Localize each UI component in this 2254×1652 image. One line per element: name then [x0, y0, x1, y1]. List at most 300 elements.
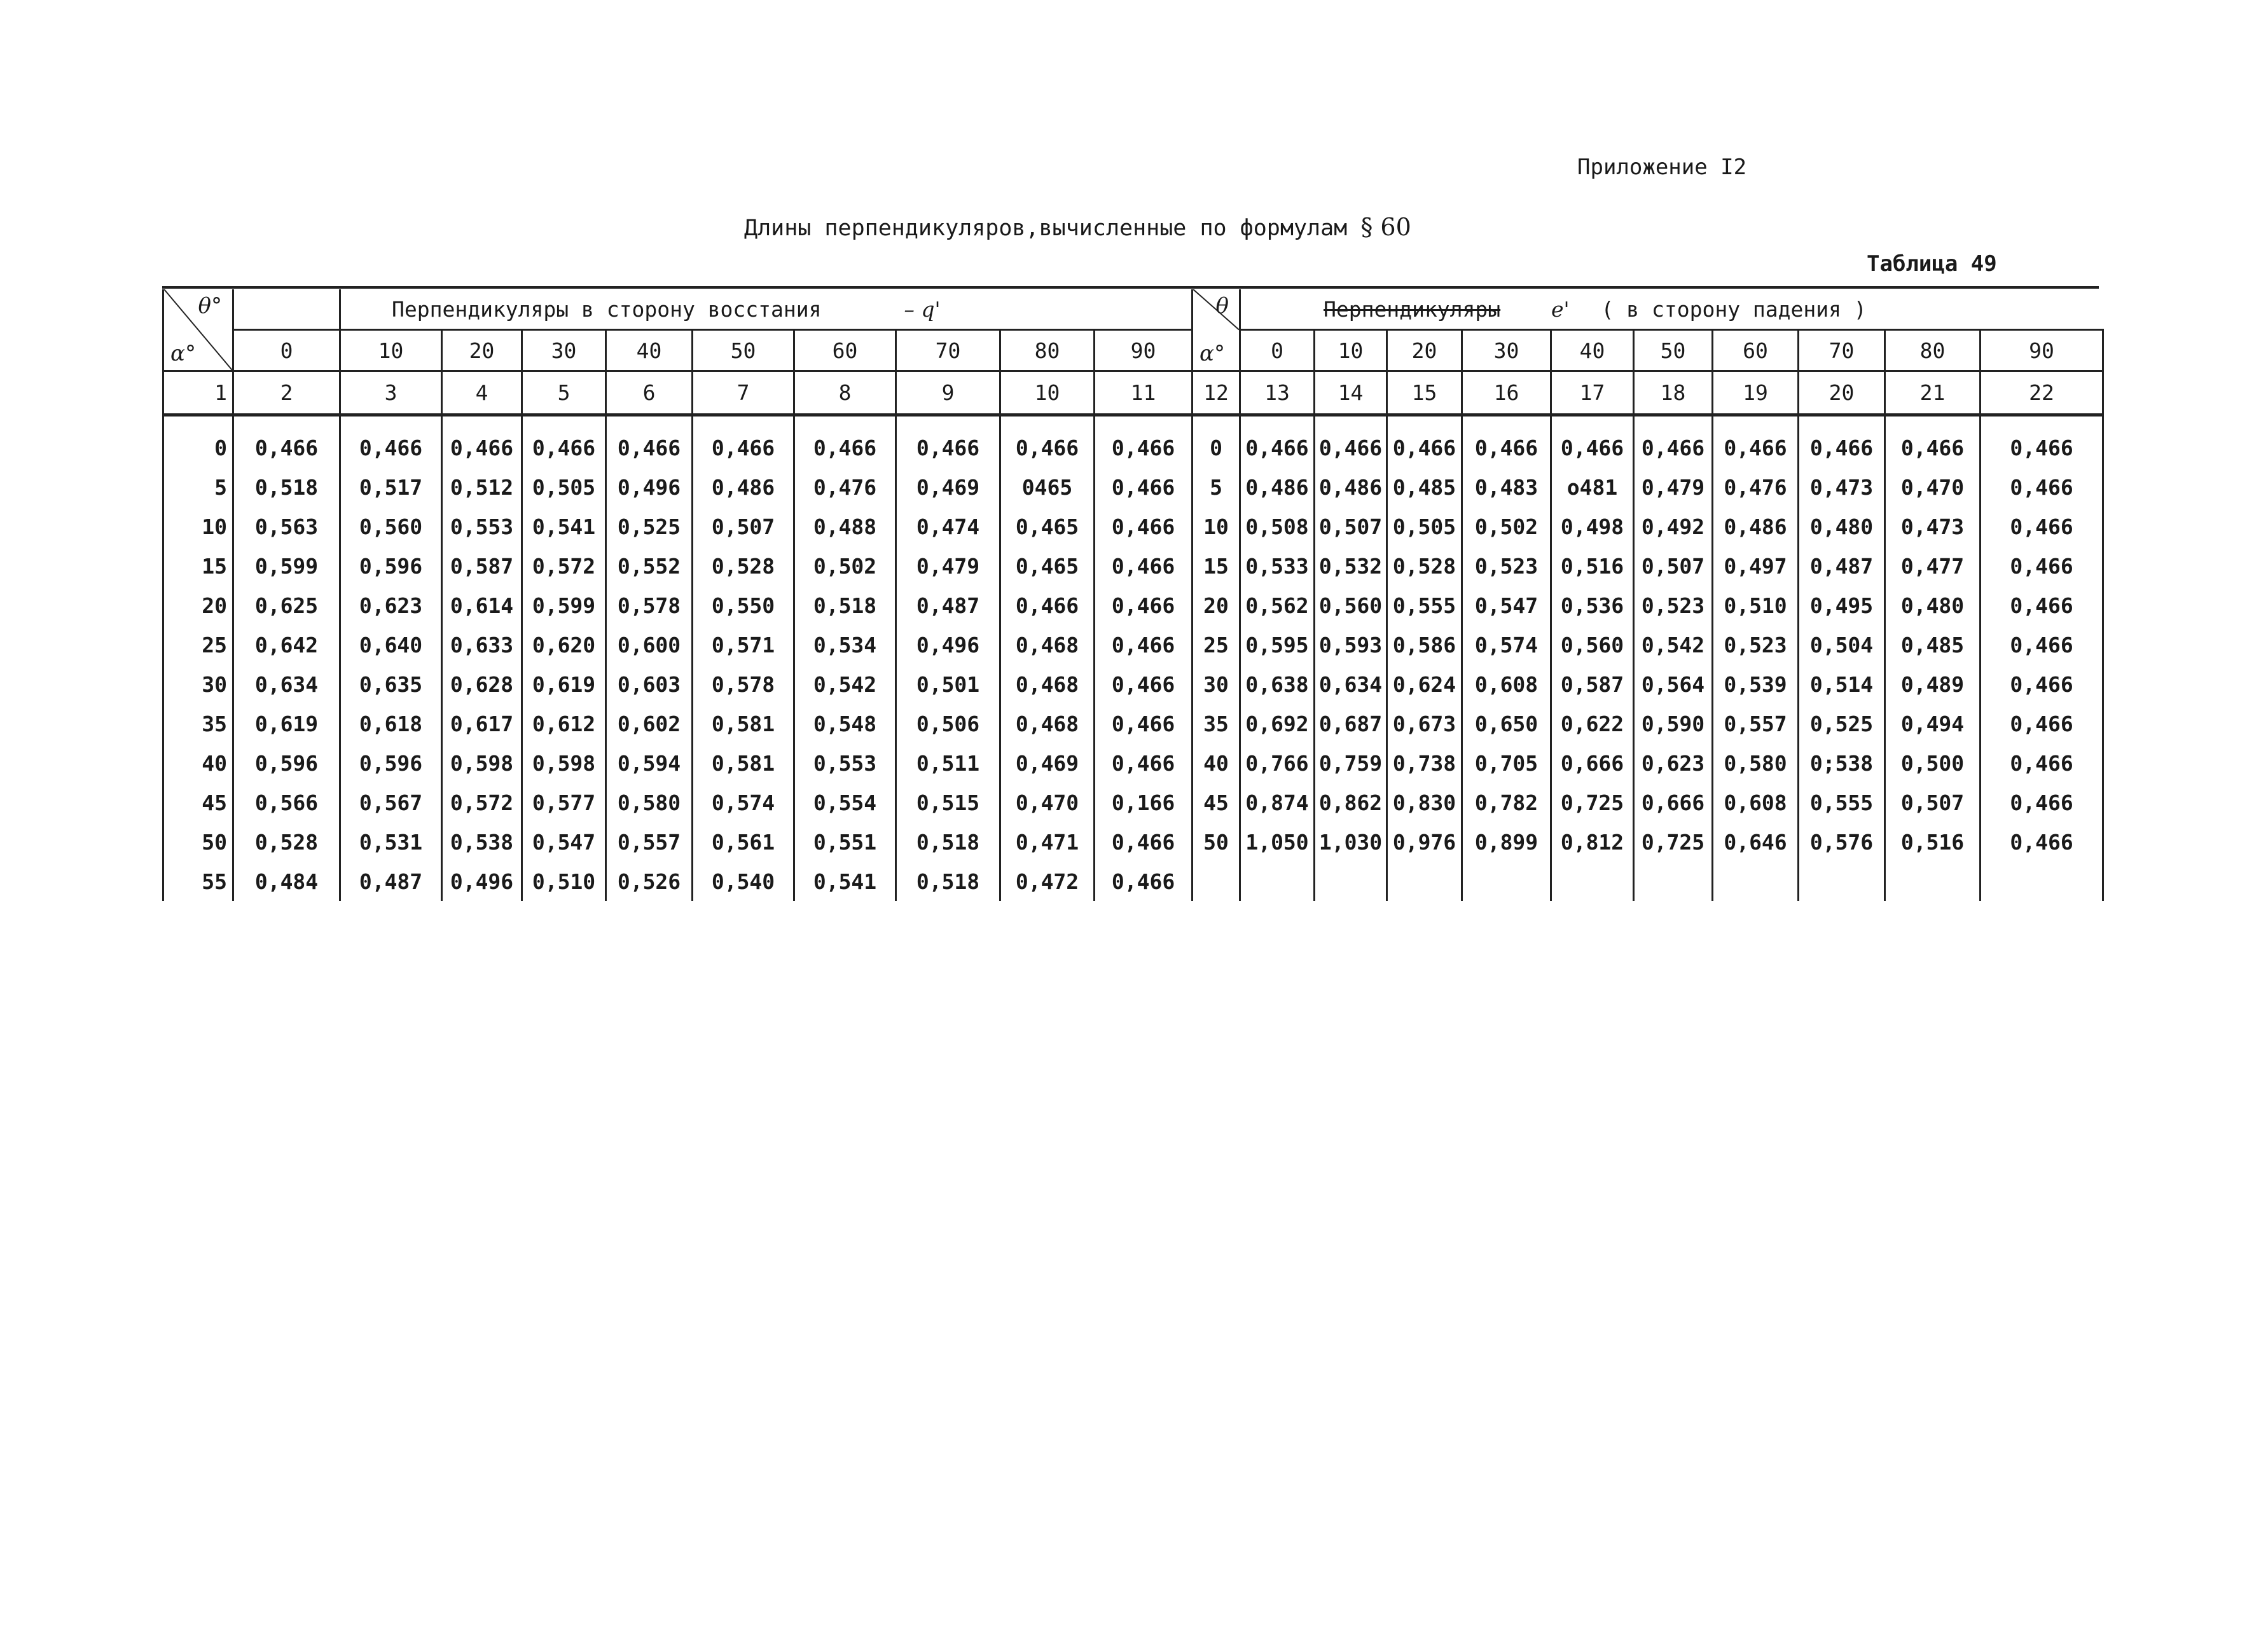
- right-value-cell: 0,673: [1387, 704, 1462, 743]
- left-value-cell: 0,469: [1000, 743, 1095, 783]
- left-value-cell: 0,488: [794, 507, 896, 546]
- left-value-cell: 0,596: [340, 546, 442, 586]
- table-row: [1193, 586, 2103, 625]
- right-column-number-row: [1193, 371, 2103, 415]
- left-value-cell: 0,596: [233, 743, 340, 783]
- right-theta-header: 30: [1462, 330, 1551, 371]
- table-row: [1193, 664, 2103, 704]
- right-value-cell: 0,466: [1981, 625, 2103, 664]
- left-value-cell: 0,501: [896, 664, 1000, 704]
- left-value-cell: 0,470: [1000, 783, 1095, 822]
- right-alpha-cell: 30: [1193, 664, 1240, 704]
- right-value-cell: 0,555: [1799, 783, 1885, 822]
- right-value-cell: 0,507: [1315, 507, 1387, 546]
- left-value-cell: 0,542: [794, 664, 896, 704]
- left-value-cell: 0,515: [896, 783, 1000, 822]
- right-value-cell: 0,466: [1981, 743, 2103, 783]
- left-value-cell: 0,561: [693, 822, 794, 862]
- table-row: [1193, 625, 2103, 664]
- right-value-cell: 0,593: [1315, 625, 1387, 664]
- left-value-cell: 0,625: [233, 586, 340, 625]
- right-alpha-cell: 5: [1193, 467, 1240, 507]
- right-table-body: [1193, 415, 2103, 902]
- right-column-number: 12: [1193, 371, 1240, 415]
- left-alpha-cell: 20: [163, 586, 233, 625]
- left-value-cell: 0,581: [693, 704, 794, 743]
- right-value-cell: 0,466: [1981, 415, 2103, 468]
- left-column-number: 11: [1095, 371, 1193, 415]
- right-value-cell: 0,666: [1551, 743, 1634, 783]
- left-value-cell: 0,603: [606, 664, 693, 704]
- right-value-cell: 0,466: [1981, 467, 2103, 507]
- left-value-cell: 0,466: [1095, 507, 1193, 546]
- right-column-number: 15: [1387, 371, 1462, 415]
- left-alpha-cell: 15: [163, 546, 233, 586]
- right-theta-header: 10: [1315, 330, 1387, 371]
- right-value-cell: 0,476: [1713, 467, 1799, 507]
- left-blank-header: [233, 289, 340, 330]
- left-value-cell: 0,623: [340, 586, 442, 625]
- left-value-cell: 0,600: [606, 625, 693, 664]
- right-value-cell: 0,812: [1551, 822, 1634, 862]
- left-alpha-cell: 40: [163, 743, 233, 783]
- right-value-cell: 0,486: [1713, 507, 1799, 546]
- table-row: [1193, 415, 2103, 468]
- right-value-cell: [1387, 862, 1462, 901]
- left-column-number: 6: [606, 371, 693, 415]
- left-value-cell: 0,469: [896, 467, 1000, 507]
- left-column-number: 10: [1000, 371, 1095, 415]
- right-value-cell: 0,650: [1462, 704, 1551, 743]
- right-value-cell: 0,725: [1634, 822, 1713, 862]
- left-group-unit: – q': [904, 296, 941, 322]
- left-value-cell: 0,468: [1000, 704, 1095, 743]
- left-column-number: 1: [163, 371, 233, 415]
- left-value-cell: 0,618: [340, 704, 442, 743]
- left-value-cell: 0,507: [693, 507, 794, 546]
- right-value-cell: 0,557: [1713, 704, 1799, 743]
- left-value-cell: 0,553: [794, 743, 896, 783]
- right-value-cell: 0,646: [1713, 822, 1799, 862]
- left-value-cell: 0,166: [1095, 783, 1193, 822]
- right-group-label: Перпендикуляры: [1324, 296, 1501, 322]
- right-table: [1191, 289, 2104, 901]
- left-value-cell: 0,466: [1095, 862, 1193, 901]
- left-theta-symbol: θ°: [198, 293, 222, 319]
- right-value-cell: 0,623: [1634, 743, 1713, 783]
- left-value-cell: 0,594: [606, 743, 693, 783]
- right-alpha-symbol: α°: [1200, 341, 1225, 366]
- right-theta-row: [1193, 330, 2103, 371]
- page-title: [744, 213, 1411, 241]
- left-value-cell: 0,540: [693, 862, 794, 901]
- right-value-cell: 0,586: [1387, 625, 1462, 664]
- left-table: [162, 289, 1193, 901]
- right-value-cell: 0,587: [1551, 664, 1634, 704]
- left-value-cell: 0,465: [1000, 546, 1095, 586]
- right-value-cell: 0,533: [1240, 546, 1315, 586]
- left-value-cell: 0,496: [442, 862, 522, 901]
- right-column-number: 14: [1315, 371, 1387, 415]
- right-value-cell: [1462, 862, 1551, 901]
- left-value-cell: 0,548: [794, 704, 896, 743]
- right-value-cell: 0,466: [1981, 783, 2103, 822]
- left-value-cell: 0,538: [442, 822, 522, 862]
- table-row: [1193, 743, 2103, 783]
- right-value-cell: 0,976: [1387, 822, 1462, 862]
- right-value-cell: 0,470: [1885, 467, 1981, 507]
- left-column-number: 2: [233, 371, 340, 415]
- right-value-cell: 0,497: [1713, 546, 1799, 586]
- left-value-cell: 0,466: [1095, 546, 1193, 586]
- left-value-cell: 0,578: [606, 586, 693, 625]
- right-value-cell: 0,466: [1713, 415, 1799, 468]
- right-value-cell: 0,479: [1634, 467, 1713, 507]
- right-value-cell: 0,523: [1713, 625, 1799, 664]
- right-value-cell: 0,528: [1387, 546, 1462, 586]
- left-alpha-symbol: α°: [170, 341, 196, 366]
- table-row: [163, 546, 1193, 586]
- table-row: [1193, 862, 2103, 901]
- left-value-cell: 0,466: [1000, 586, 1095, 625]
- right-column-number: 13: [1240, 371, 1315, 415]
- left-alpha-cell: 25: [163, 625, 233, 664]
- left-value-cell: 0,563: [233, 507, 340, 546]
- left-value-cell: 0,581: [693, 743, 794, 783]
- left-value-cell: 0,599: [233, 546, 340, 586]
- right-value-cell: 0,502: [1462, 507, 1551, 546]
- left-value-cell: 0,466: [1095, 822, 1193, 862]
- left-value-cell: 0,518: [896, 822, 1000, 862]
- left-value-cell: 0,466: [1095, 743, 1193, 783]
- table-row: [163, 586, 1193, 625]
- right-value-cell: 0,622: [1551, 704, 1634, 743]
- left-value-cell: 0,466: [1095, 704, 1193, 743]
- right-column-number: 21: [1885, 371, 1981, 415]
- right-value-cell: 0,634: [1315, 664, 1387, 704]
- right-corner-header: [1193, 289, 1240, 371]
- right-theta-header: 20: [1387, 330, 1462, 371]
- left-value-cell: 0,466: [233, 415, 340, 468]
- left-value-cell: 0,471: [1000, 822, 1095, 862]
- left-group-header: [340, 289, 1193, 330]
- right-value-cell: 0,486: [1240, 467, 1315, 507]
- left-value-cell: 0,598: [442, 743, 522, 783]
- left-value-cell: 0,518: [896, 862, 1000, 901]
- left-value-cell: 0,466: [442, 415, 522, 468]
- right-alpha-cell: 25: [1193, 625, 1240, 664]
- left-value-cell: 0,619: [233, 704, 340, 743]
- left-value-cell: 0,468: [1000, 625, 1095, 664]
- right-value-cell: 0,505: [1387, 507, 1462, 546]
- right-theta-header: 40: [1551, 330, 1634, 371]
- left-value-cell: 0,479: [896, 546, 1000, 586]
- left-table-body: [163, 415, 1193, 902]
- left-value-cell: 0,550: [693, 586, 794, 625]
- left-value-cell: 0,534: [794, 625, 896, 664]
- left-theta-header: 40: [606, 330, 693, 371]
- left-alpha-cell: 5: [163, 467, 233, 507]
- left-alpha-cell: 0: [163, 415, 233, 468]
- right-value-cell: 0,466: [1981, 507, 2103, 546]
- left-value-cell: 0,525: [606, 507, 693, 546]
- right-value-cell: [1315, 862, 1387, 901]
- right-value-cell: 0,560: [1315, 586, 1387, 625]
- left-value-cell: 0,518: [794, 586, 896, 625]
- left-value-cell: 0,487: [896, 586, 1000, 625]
- right-value-cell: 0,766: [1240, 743, 1315, 783]
- right-value-cell: 0,466: [1981, 822, 2103, 862]
- right-value-cell: 0;538: [1799, 743, 1885, 783]
- right-alpha-cell: 35: [1193, 704, 1240, 743]
- right-value-cell: 0,486: [1315, 467, 1387, 507]
- table-row: [1193, 467, 2103, 507]
- right-value-cell: 0,580: [1713, 743, 1799, 783]
- right-value-cell: 0,466: [1240, 415, 1315, 468]
- table-top-rule: [162, 286, 2099, 289]
- left-value-cell: 0,466: [340, 415, 442, 468]
- right-value-cell: 0,705: [1462, 743, 1551, 783]
- right-group-header: [1240, 289, 2103, 330]
- right-value-cell: 0,466: [1981, 586, 2103, 625]
- right-value-cell: 0,473: [1885, 507, 1981, 546]
- left-value-cell: 0,552: [606, 546, 693, 586]
- section-ref: § 60: [1360, 213, 1411, 241]
- left-value-cell: 0,577: [522, 783, 606, 822]
- right-value-cell: [1885, 862, 1981, 901]
- right-value-cell: 0,466: [1315, 415, 1387, 468]
- left-alpha-cell: 55: [163, 862, 233, 901]
- left-value-cell: 0,465: [1000, 507, 1095, 546]
- left-corner-header: [163, 289, 233, 371]
- left-value-cell: 0,486: [693, 467, 794, 507]
- left-value-cell: 0,640: [340, 625, 442, 664]
- left-value-cell: 0,551: [794, 822, 896, 862]
- left-theta-header: 70: [896, 330, 1000, 371]
- table-row: [163, 822, 1193, 862]
- table-row: [163, 507, 1193, 546]
- left-value-cell: 0,554: [794, 783, 896, 822]
- left-value-cell: 0,602: [606, 704, 693, 743]
- left-theta-header: 60: [794, 330, 896, 371]
- right-value-cell: 0,759: [1315, 743, 1387, 783]
- right-value-cell: 0,542: [1634, 625, 1713, 664]
- left-value-cell: 0,510: [522, 862, 606, 901]
- right-value-cell: 0,507: [1885, 783, 1981, 822]
- left-theta-header: 0: [233, 330, 340, 371]
- right-value-cell: 0,532: [1315, 546, 1387, 586]
- right-value-cell: 0,485: [1387, 467, 1462, 507]
- right-value-cell: o481: [1551, 467, 1634, 507]
- left-value-cell: 0,466: [896, 415, 1000, 468]
- right-value-cell: 0,725: [1551, 783, 1634, 822]
- left-value-cell: 0,466: [1095, 625, 1193, 664]
- right-value-cell: 0,574: [1462, 625, 1551, 664]
- right-value-cell: 0,487: [1799, 546, 1885, 586]
- left-value-cell: 0,517: [340, 467, 442, 507]
- left-value-cell: 0,553: [442, 507, 522, 546]
- right-theta-header: 0: [1240, 330, 1315, 371]
- left-value-cell: 0,518: [233, 467, 340, 507]
- left-value-cell: 0,502: [794, 546, 896, 586]
- right-value-cell: 0,608: [1713, 783, 1799, 822]
- table-row: [1193, 783, 2103, 822]
- left-value-cell: 0,547: [522, 822, 606, 862]
- right-alpha-cell: 15: [1193, 546, 1240, 586]
- left-value-cell: 0,599: [522, 586, 606, 625]
- title-text: Длины перпендикуляров,вычисленные по формулам: [744, 216, 1348, 241]
- right-alpha-cell: 20: [1193, 586, 1240, 625]
- left-value-cell: 0,466: [522, 415, 606, 468]
- left-value-cell: 0,468: [1000, 664, 1095, 704]
- table-row: [163, 862, 1193, 901]
- left-value-cell: 0,580: [606, 783, 693, 822]
- right-group-suffix: ( в сторону падения ): [1601, 296, 1867, 322]
- left-alpha-cell: 35: [163, 704, 233, 743]
- left-value-cell: 0,472: [1000, 862, 1095, 901]
- table-row: [163, 743, 1193, 783]
- left-value-cell: 0,466: [1095, 415, 1193, 468]
- right-theta-header: 50: [1634, 330, 1713, 371]
- right-value-cell: 0,536: [1551, 586, 1634, 625]
- table-number: Таблица 49: [1867, 251, 1997, 277]
- right-value-cell: 0,504: [1799, 625, 1885, 664]
- left-value-cell: 0465: [1000, 467, 1095, 507]
- right-value-cell: 0,477: [1885, 546, 1981, 586]
- left-value-cell: 0,635: [340, 664, 442, 704]
- right-value-cell: 1,030: [1315, 822, 1387, 862]
- left-value-cell: 0,496: [896, 625, 1000, 664]
- right-alpha-cell: 45: [1193, 783, 1240, 822]
- right-value-cell: 0,638: [1240, 664, 1315, 704]
- right-value-cell: 0,862: [1315, 783, 1387, 822]
- right-value-cell: 0,480: [1885, 586, 1981, 625]
- right-value-cell: 0,523: [1462, 546, 1551, 586]
- left-value-cell: 0,466: [1095, 467, 1193, 507]
- left-alpha-cell: 50: [163, 822, 233, 862]
- right-theta-header: 60: [1713, 330, 1799, 371]
- right-value-cell: 0,507: [1634, 546, 1713, 586]
- right-value-cell: 0,666: [1634, 783, 1713, 822]
- left-value-cell: 0,566: [233, 783, 340, 822]
- table-row: [163, 415, 1193, 468]
- right-column-number: 17: [1551, 371, 1634, 415]
- left-theta-header: 20: [442, 330, 522, 371]
- left-value-cell: 0,476: [794, 467, 896, 507]
- right-value-cell: [1713, 862, 1799, 901]
- left-value-cell: 0,466: [606, 415, 693, 468]
- right-theta-header: 90: [1981, 330, 2103, 371]
- left-theta-header: 90: [1095, 330, 1193, 371]
- right-value-cell: 0,608: [1462, 664, 1551, 704]
- right-value-cell: 0,576: [1799, 822, 1885, 862]
- left-value-cell: 0,571: [693, 625, 794, 664]
- left-column-number: 9: [896, 371, 1000, 415]
- left-value-cell: 0,634: [233, 664, 340, 704]
- right-value-cell: 0,483: [1462, 467, 1551, 507]
- appendix-label: Приложение I2: [1577, 155, 1747, 180]
- left-value-cell: 0,628: [442, 664, 522, 704]
- right-value-cell: [1634, 862, 1713, 901]
- left-value-cell: 0,572: [522, 546, 606, 586]
- left-group-label: Перпендикуляры в сторону восстания: [392, 296, 822, 322]
- right-group-unit: e': [1551, 296, 1570, 322]
- left-value-cell: 0,466: [1000, 415, 1095, 468]
- right-value-cell: 0,466: [1981, 546, 2103, 586]
- right-value-cell: 0,466: [1799, 415, 1885, 468]
- left-column-number: 8: [794, 371, 896, 415]
- right-value-cell: 0,525: [1799, 704, 1885, 743]
- right-value-cell: 0,466: [1885, 415, 1981, 468]
- left-value-cell: 0,598: [522, 743, 606, 783]
- left-theta-header: 10: [340, 330, 442, 371]
- left-value-cell: 0,574: [693, 783, 794, 822]
- right-value-cell: 0,539: [1713, 664, 1799, 704]
- table-row: [1193, 704, 2103, 743]
- right-alpha-cell: 0: [1193, 415, 1240, 468]
- right-value-cell: 0,516: [1551, 546, 1634, 586]
- right-value-cell: 0,466: [1634, 415, 1713, 468]
- left-value-cell: 0,511: [896, 743, 1000, 783]
- right-value-cell: 0,500: [1885, 743, 1981, 783]
- right-value-cell: 0,466: [1981, 704, 2103, 743]
- right-value-cell: 0,782: [1462, 783, 1551, 822]
- right-value-cell: 0,466: [1387, 415, 1462, 468]
- right-value-cell: 0,547: [1462, 586, 1551, 625]
- right-value-cell: 0,523: [1634, 586, 1713, 625]
- right-value-cell: 0,687: [1315, 704, 1387, 743]
- right-value-cell: 0,489: [1885, 664, 1981, 704]
- right-value-cell: 0,494: [1885, 704, 1981, 743]
- right-theta-header: 70: [1799, 330, 1885, 371]
- right-value-cell: 0,466: [1462, 415, 1551, 468]
- right-value-cell: 0,485: [1885, 625, 1981, 664]
- left-value-cell: 0,612: [522, 704, 606, 743]
- left-value-cell: 0,506: [896, 704, 1000, 743]
- table-row: [163, 664, 1193, 704]
- right-alpha-cell: 50: [1193, 822, 1240, 862]
- right-value-cell: 0,590: [1634, 704, 1713, 743]
- table-row: [163, 704, 1193, 743]
- left-value-cell: 0,614: [442, 586, 522, 625]
- left-value-cell: 0,633: [442, 625, 522, 664]
- left-theta-header: 30: [522, 330, 606, 371]
- left-theta-header: 80: [1000, 330, 1095, 371]
- left-value-cell: 0,642: [233, 625, 340, 664]
- right-value-cell: 0,595: [1240, 625, 1315, 664]
- left-alpha-cell: 45: [163, 783, 233, 822]
- left-value-cell: 0,466: [1095, 664, 1193, 704]
- right-value-cell: 0,492: [1634, 507, 1713, 546]
- table-row: [1193, 507, 2103, 546]
- left-value-cell: 0,541: [522, 507, 606, 546]
- right-value-cell: 0,510: [1713, 586, 1799, 625]
- right-value-cell: 0,738: [1387, 743, 1462, 783]
- left-value-cell: 0,541: [794, 862, 896, 901]
- right-theta-header: 80: [1885, 330, 1981, 371]
- left-value-cell: 0,572: [442, 783, 522, 822]
- left-value-cell: 0,512: [442, 467, 522, 507]
- right-alpha-cell: 10: [1193, 507, 1240, 546]
- right-column-number: 20: [1799, 371, 1885, 415]
- table-row: [163, 783, 1193, 822]
- right-value-cell: 0,555: [1387, 586, 1462, 625]
- left-value-cell: 0,620: [522, 625, 606, 664]
- left-theta-row: [163, 330, 1193, 371]
- right-value-cell: 0,466: [1981, 664, 2103, 704]
- left-column-number: 7: [693, 371, 794, 415]
- right-theta-symbol: θ: [1215, 293, 1229, 319]
